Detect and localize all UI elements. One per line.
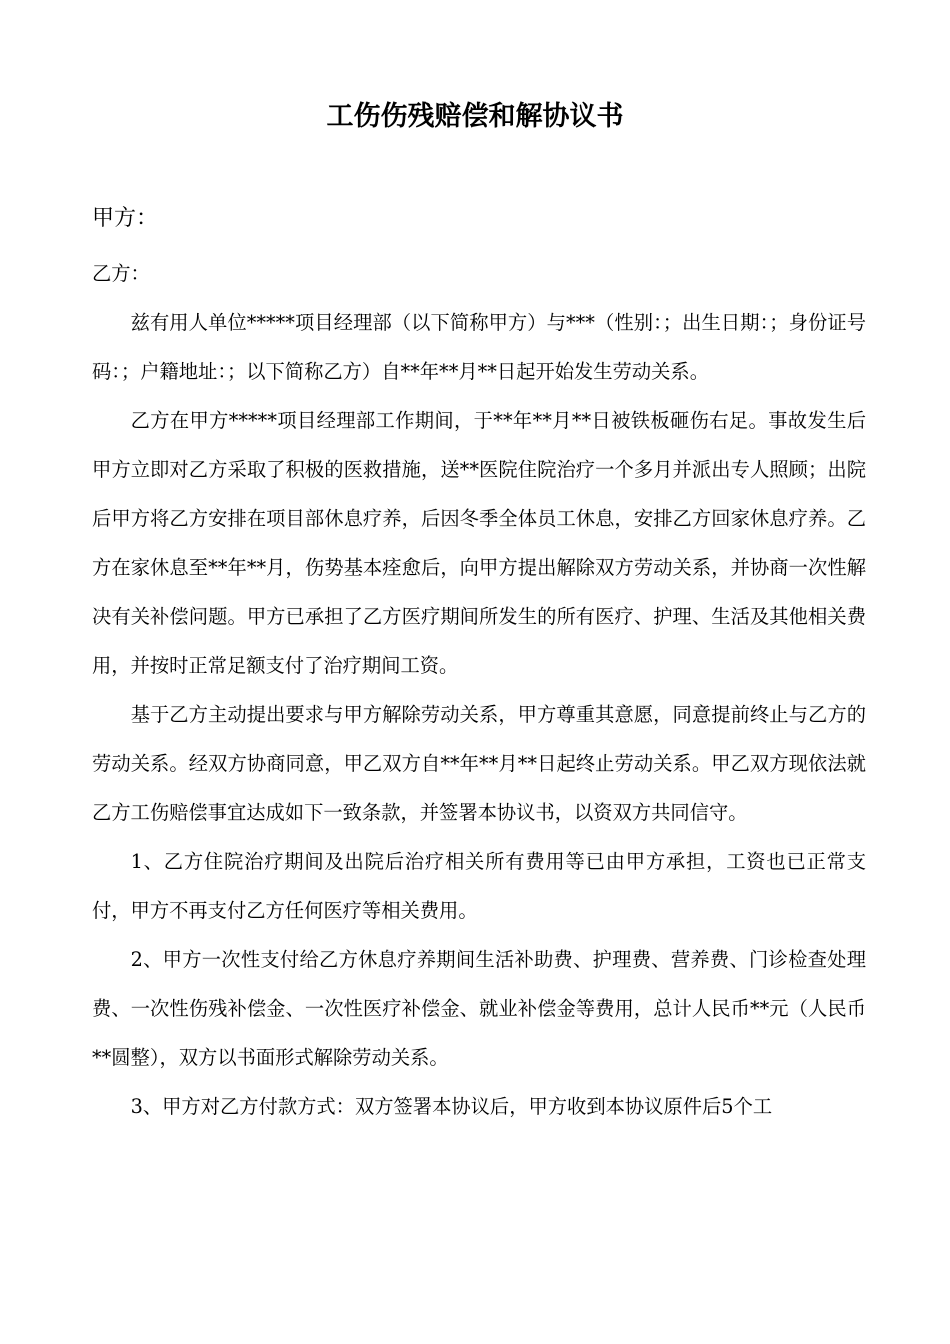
- clause-1: 1、乙方住院治疗期间及出院后治疗相关所有费用等已由甲方承担，工资也已正常支付，甲方不再支付乙方任何医疗等相关费用。: [92, 850, 866, 922]
- document-body: [92, 249, 866, 1131]
- paragraph-employment: 兹有用人单位*****项目经理部（以下简称甲方）与***（性别：；出生日期：；身份证号码：；户籍地址：；以下简称乙方）自**年**月**日起开始发生劳动关系。: [92, 311, 866, 383]
- party-a-label: 甲方：: [92, 206, 159, 231]
- paragraph-injury: 乙方在甲方*****项目经理部工作期间，于**年**月**日被铁板砸伤右足。事故发生后甲方立即对乙方采取了积极的医救措施，送**医院住院治疗一个多月并派出专人照顾；出院后甲方将乙方安排在项目部休息疗养，后因冬季全体员工休息，安排乙方回家休息疗养。乙方在家休息至**年**月，伤势基本痊愈后，向甲方提出解除双方劳动关系，并协商一次性解决有关补偿问题。甲方已承担了乙方医疗期间所发生的所有医疗、护理、生活及其他相关费用，并按时正常足额支付了治疗期间工资。: [92, 409, 866, 677]
- clause-2: 2、甲方一次性支付给乙方休息疗养期间生活补助费、护理费、营养费、门诊检查处理费、一次性伤残补偿金、一次性医疗补偿金、就业补偿金等费用，总计人民币**元（人民币**圆整），双方以书面形式解除劳动关系。: [92, 948, 866, 1069]
- paragraph-termination: 基于乙方主动提出要求与甲方解除劳动关系，甲方尊重其意愿，同意提前终止与乙方的劳动关系。经双方协商同意，甲乙双方自**年**月**日起终止劳动关系。甲乙双方现依法就乙方工伤赔偿事宜达成如下一致条款，并签署本协议书，以资双方共同信守。: [92, 703, 866, 824]
- party-b-label: 乙方：: [92, 262, 150, 285]
- clause-3: 3、甲方对乙方付款方式：双方签署本协议后，甲方收到本协议原件后5个工: [130, 1095, 773, 1118]
- document-title: 工伤伤残赔偿和解协议书: [326, 101, 624, 132]
